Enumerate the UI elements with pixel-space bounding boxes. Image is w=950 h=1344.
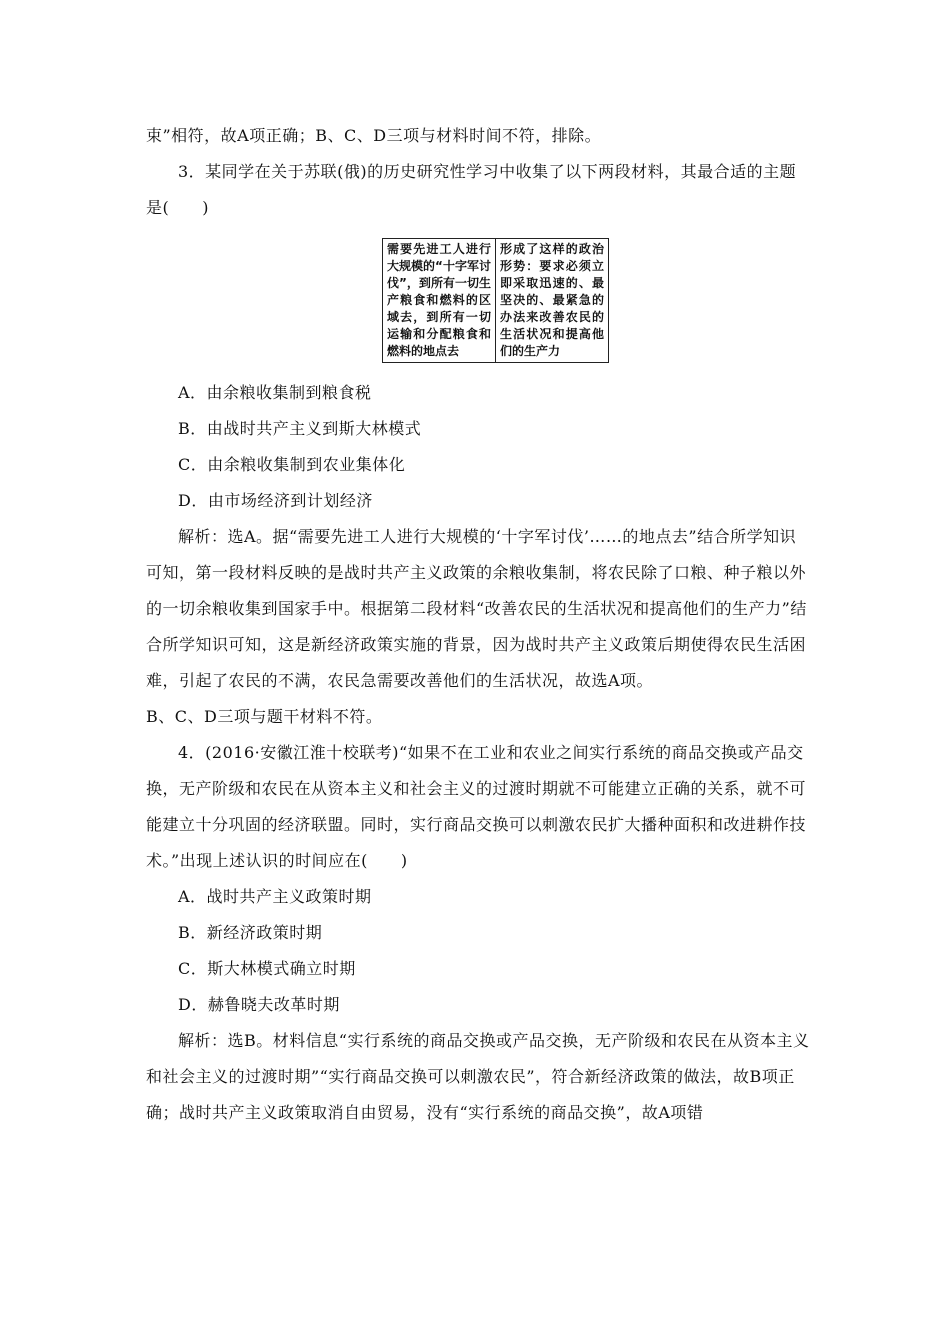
question-4-option-a: A．战时共产主义政策时期	[178, 887, 372, 906]
question-3-material-table	[382, 238, 609, 363]
material-left-cell: 需要先进工人进行大规模的“十字军讨伐”，到所有一切生产粮食和燃料的区域去，到所有一切运输和分配粮食和燃料的地点去	[383, 239, 496, 363]
material-right-cell: 形成了这样的政治形势：要求必须立即采取迅速的、最坚决的、最紧急的办法来改善农民的生活状况和提高他们的生产力	[496, 239, 609, 363]
question-4-option-d: D．赫鲁晓夫改革时期	[178, 995, 340, 1014]
question-4-analysis: 解析：选B。材料信息“实行系统的商品交换或产品交换，无产阶级和农民在从资本主义和社会主义的过渡时期”“实行商品交换可以刺激农民”，符合新经济政策的做法，故B项正确；战时共产主义政策取消自由贸易，没有“实行系统的商品交换”，故A项错	[146, 1031, 810, 1122]
document-page	[146, 118, 810, 1131]
question-4-stem: 4．(2016·安徽江淮十校联考)“如果不在工业和农业之间实行系统的商品交换或产品交换，无产阶级和农民在从资本主义和社会主义的过渡时期就不可能建立正确的关系，就不可能建立十分巩固的经济联盟。同时，实行商品交换可以刺激农民扩大播种面积和改进耕作技术。”出现上述认识的时间应在( )	[146, 743, 807, 870]
question-3-option-c: C．由余粮收集制到农业集体化	[178, 455, 406, 474]
question-3-analysis: 解析：选A。据“需要先进工人进行大规模的‘十字军讨伐’……的地点去”结合所学知识可知，第一段材料反映的是战时共产主义政策的余粮收集制，将农民除了口粮、种子粮以外的一切余粮收集到国家手中。根据第二段材料“改善农民的生活状况和提高他们的生产力”结合所学知识可知，这是新经济政策实施的背景，因为战时共产主义政策后期使得农民生活困难，引起了农民的不满，农民急需要改善他们的生活状况，故选A项。	[146, 527, 807, 690]
previous-answer-continuation: 束”相符，故A项正确；B、C、D三项与材料时间不符，排除。	[146, 126, 602, 145]
question-3-option-b: B．由战时共产主义到斯大林模式	[178, 419, 422, 438]
question-3-option-d: D．由市场经济到计划经济	[178, 491, 373, 510]
question-4-option-b: B．新经济政策时期	[178, 923, 323, 942]
question-3-analysis-end: B、C、D三项与题干材料不符。	[146, 707, 383, 726]
question-3-stem: 3．某同学在关于苏联(俄)的历史研究性学习中收集了以下两段材料，其最合适的主题是( )	[146, 162, 797, 217]
question-4-option-c: C．斯大林模式确立时期	[178, 959, 356, 978]
question-3-option-a: A．由余粮收集制到粮食税	[178, 383, 372, 402]
